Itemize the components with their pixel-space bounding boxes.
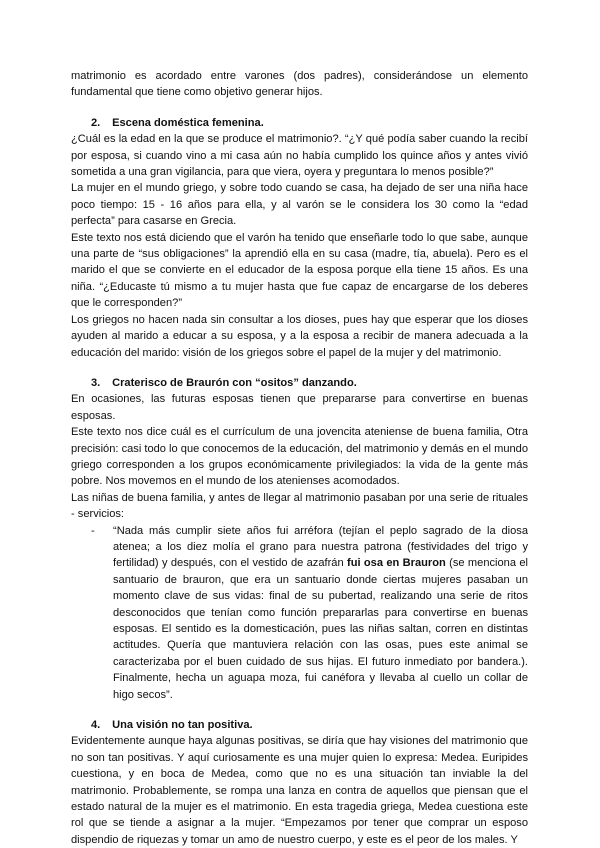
section-2-paragraph: Este texto nos está diciendo que el varón ha tenido que enseñarle todo lo que sabe, aunque una parte de “sus obligaciones” la aprendió ella en su casa (madre, tía, abuela). Pero es el marido el que se convierte en el educador de la esposa porque ella tiene 15 años. Es una niña. “¿Educaste tú mismo a tu mujer hasta que fue capaz de encargarse de los deberes que le corresponden?” bbox=[71, 231, 528, 310]
section-2-paragraph: Los griegos no hacen nada sin consultar a los dioses, pues hay que esperar que los dioses ayuden al marido a educar a su esposa, y a la esposa a recibir de manera adecuada a la educación del marido: visión de los griegos sobre el papel de la mujer y del matrimonio. bbox=[71, 313, 528, 359]
section-3-paragraph: Este texto nos dice cuál es el currículum de una jovencita ateniense de buena familia, Otra precisión: casi todo lo que conocemos de la educación, del matrimonio y demás en el mundo griego corresponden a los grupos económicamente privilegiados: la vida de la gente más pobre. Nos movemos en el mundo de los atenienses acomodados. bbox=[71, 426, 528, 488]
bullet-bold-text: fui osa en Brauron bbox=[347, 557, 446, 570]
bullet-dash: - bbox=[91, 524, 95, 537]
section-3-paragraph: Las niñas de buena familia, y antes de llegar al matrimonio pasaban por una serie de rituales - servicios: bbox=[71, 491, 528, 521]
section-3-heading bbox=[71, 375, 528, 391]
intro-paragraph: matrimonio es acordado entre varones (dos padres), considerándose un elemento fundamental que tiene como objetivo generar hijos. bbox=[71, 70, 528, 99]
section-2-paragraph: La mujer en el mundo griego, y sobre todo cuando se casa, ha dejado de ser una niña hace poco tiempo: 15 - 16 años para ella, y al varón se le considera los 30 como la “edad perfecta” para casarse en Grecia. bbox=[71, 182, 528, 228]
bullet-text bbox=[113, 523, 528, 703]
section-4-heading bbox=[71, 717, 528, 733]
section-2-number: 2. bbox=[91, 116, 101, 129]
section-2-paragraph: ¿Cuál es la edad en la que se produce el matrimonio?. “¿Y qué podía saber cuando la recibí por esposa, si cuando vino a mi casa aún no había cumplido los quince años y antes vivió sometida a una gran vigilancia, para que viera, oyera y preguntara lo menos posible?” bbox=[71, 133, 528, 179]
bullet-text-end: (se menciona el santuario de brauron, que era un santuario donde ciertas mujeres pasaban un momento clave de sus vidas: final de su pubertad, realizando una serie de ritos desconocidos que tenían como función prepararlas para convertirse en buenas esposas. El sentido es la domesticación, pues las niñas saltan, corren en distintas actitudes. Quería que mantuviera relación con las osas, pues este animal se caracterizaba por el buen cuidado de sus hijas. El futuro inmediato por bandera.). Finalmente, hecha un aguapa moza, fui canéfora y llevaba al cuello un collar de higo secos”. bbox=[113, 557, 529, 701]
bullet-text-start: “Nada más cumplir siete años fui arréfora (tejían el peplo sagrado de la diosa atenea; a los diez molía el grano para nuestra patrona (festividades del trigo y fertilidad) y después, con el vestido de azafrán bbox=[113, 524, 528, 570]
section-4-number: 4. bbox=[91, 719, 101, 732]
section-2-title: Escena doméstica femenina. bbox=[112, 116, 264, 129]
section-3-paragraph: En ocasiones, las futuras esposas tienen que prepararse para convertirse en buenas esposas. bbox=[71, 393, 528, 422]
section-4-paragraph: Evidentemente aunque haya algunas positivas, se diría que hay visiones del matrimonio que no son tan positivas. Y aquí curiosamente es una mujer quien lo expresa: Medea. Euripides cuestiona, y en boca de Medea, como que no es una situación tan inviable la del matrimonio. Probablemente, se rompa una lanza en contra de aquellos que piensan que el estado natural de la mujer es el matrimonio. En esta tragedia griega, Medea cuestiona este rol que se tiende a asignar a la mujer. “Empezamos por tener que comprar un esposo dispendio de riquezas y tomar un amo de nuestro cuerpo, y este es el peor de los males. Y bbox=[71, 735, 528, 846]
section-3-number: 3. bbox=[91, 376, 101, 389]
section-4-title: Una visión no tan positiva. bbox=[112, 719, 253, 732]
ritual-bullet-item bbox=[91, 523, 528, 703]
section-2-heading bbox=[71, 115, 528, 131]
section-3-title: Craterisco de Braurón con “ositos” danzando. bbox=[112, 376, 357, 389]
